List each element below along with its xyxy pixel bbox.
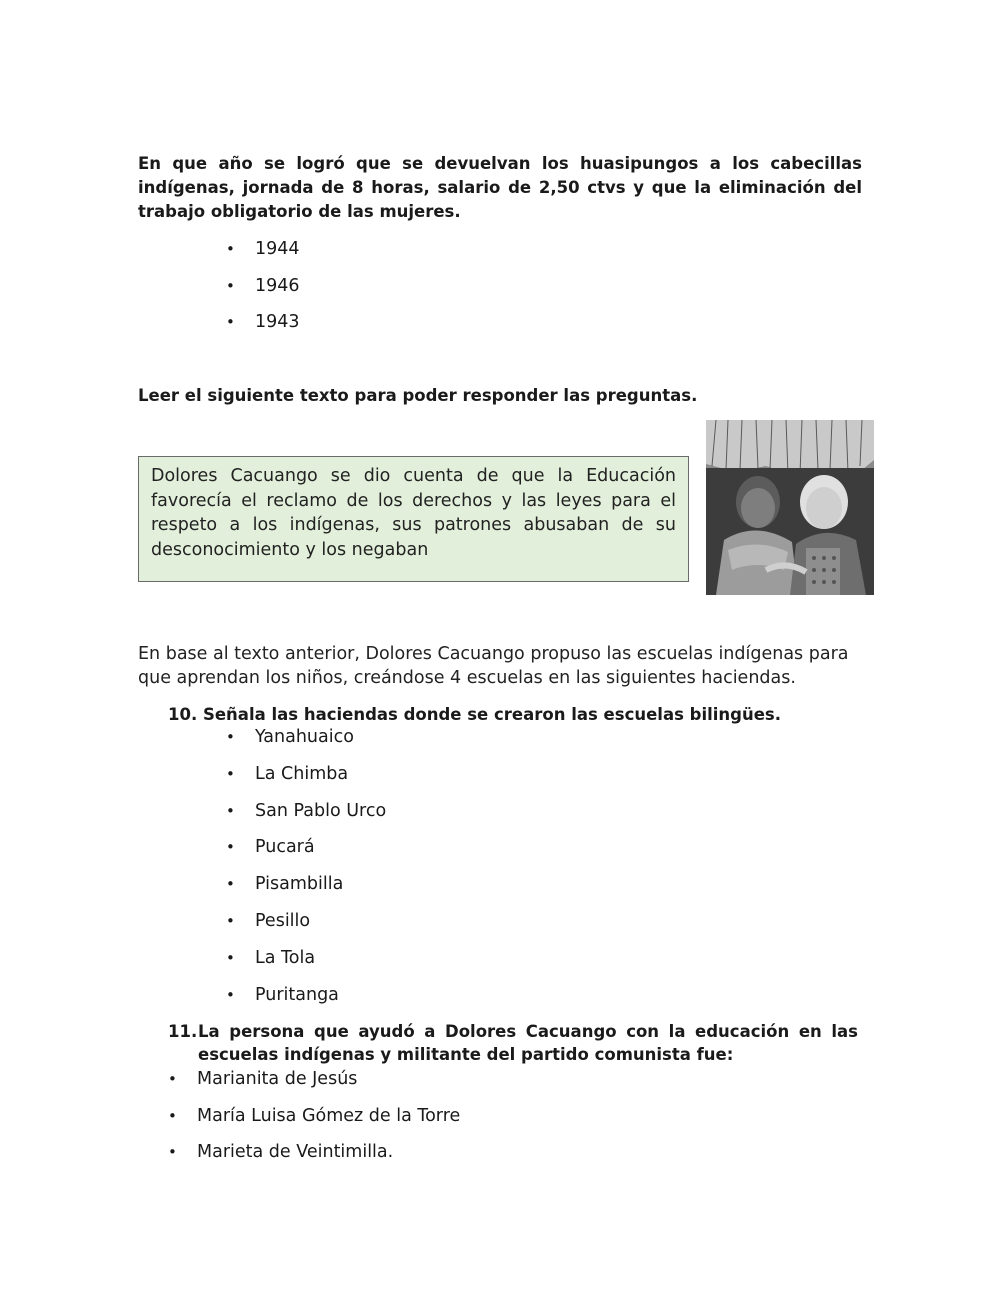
bullet-icon: • <box>226 911 235 930</box>
person-options-list <box>168 1068 461 1178</box>
question-11 <box>168 1020 858 1066</box>
bullet-icon: • <box>226 801 235 820</box>
bullet-icon: • <box>168 1143 177 1161</box>
list-item[interactable]: • 1944 <box>226 239 300 259</box>
list-item[interactable]: • Pucará <box>226 837 315 858</box>
bullet-icon: • <box>226 313 235 331</box>
question-intro: En que año se logró que se devuelvan los huasipungos a los cabecillas indígenas, jornada de 8 horas, salario de 2,50 ctvs y que la eliminación del trabajo obligatorio de las mujeres. <box>138 154 862 221</box>
list-item[interactable]: • San Pablo Urco <box>226 800 387 821</box>
question-10 <box>168 704 781 726</box>
list-item[interactable]: • Yanahuaico <box>226 727 354 747</box>
photo-two-women <box>706 420 874 595</box>
bullet-icon: • <box>226 838 235 857</box>
question-text-line2: escuelas indígenas y militante del partido comunista fue: <box>198 1045 734 1064</box>
list-item[interactable]: • Marieta de Veintimilla. <box>168 1142 394 1162</box>
bullet-icon: • <box>168 1070 177 1088</box>
bullet-icon: • <box>226 240 235 258</box>
bullet-icon: • <box>226 948 235 967</box>
bullet-icon: • <box>226 764 235 783</box>
hacienda-options-list <box>226 726 387 1020</box>
list-item[interactable]: • La Chimba <box>226 763 349 784</box>
list-item[interactable]: • Puritanga <box>226 984 339 1005</box>
list-item[interactable]: • María Luisa Gómez de la Torre <box>168 1105 461 1126</box>
question-text: Señala las haciendas donde se crearon las escuelas bilingües. <box>202 705 781 724</box>
list-item[interactable]: • Marianita de Jesús <box>168 1069 358 1089</box>
list-item[interactable]: • 1943 <box>226 312 300 332</box>
list-item[interactable]: • 1946 <box>226 275 300 296</box>
bullet-icon: • <box>226 728 235 746</box>
year-options-list <box>226 238 300 348</box>
question-text-line1: La persona que ayudó a Dolores Cacuango con la educación en las <box>198 1022 858 1041</box>
reading-textbox: Dolores Cacuango se dio cuenta de que la Educación favorecía el reclamo de los derechos y las leyes para el respeto a los indígenas, sus patrones abusaban de su desconocimiento y los negaban <box>138 456 689 582</box>
bullet-icon: • <box>168 1106 177 1125</box>
bullet-icon: • <box>226 875 235 894</box>
question-number: 11. <box>168 1022 198 1041</box>
context-paragraph: En base al texto anterior, Dolores Cacuango propuso las escuelas indígenas para que aprendan los niños, creándose 4 escuelas en las siguientes haciendas. <box>138 644 849 688</box>
question-number: 10. <box>168 705 198 724</box>
bullet-icon: • <box>226 276 235 295</box>
bullet-icon: • <box>226 985 235 1004</box>
list-item[interactable]: • Pesillo <box>226 910 311 931</box>
read-heading: Leer el siguiente texto para poder responder las preguntas. <box>138 386 698 405</box>
list-item[interactable]: • Pisambilla <box>226 874 344 895</box>
list-item[interactable]: • La Tola <box>226 947 316 968</box>
